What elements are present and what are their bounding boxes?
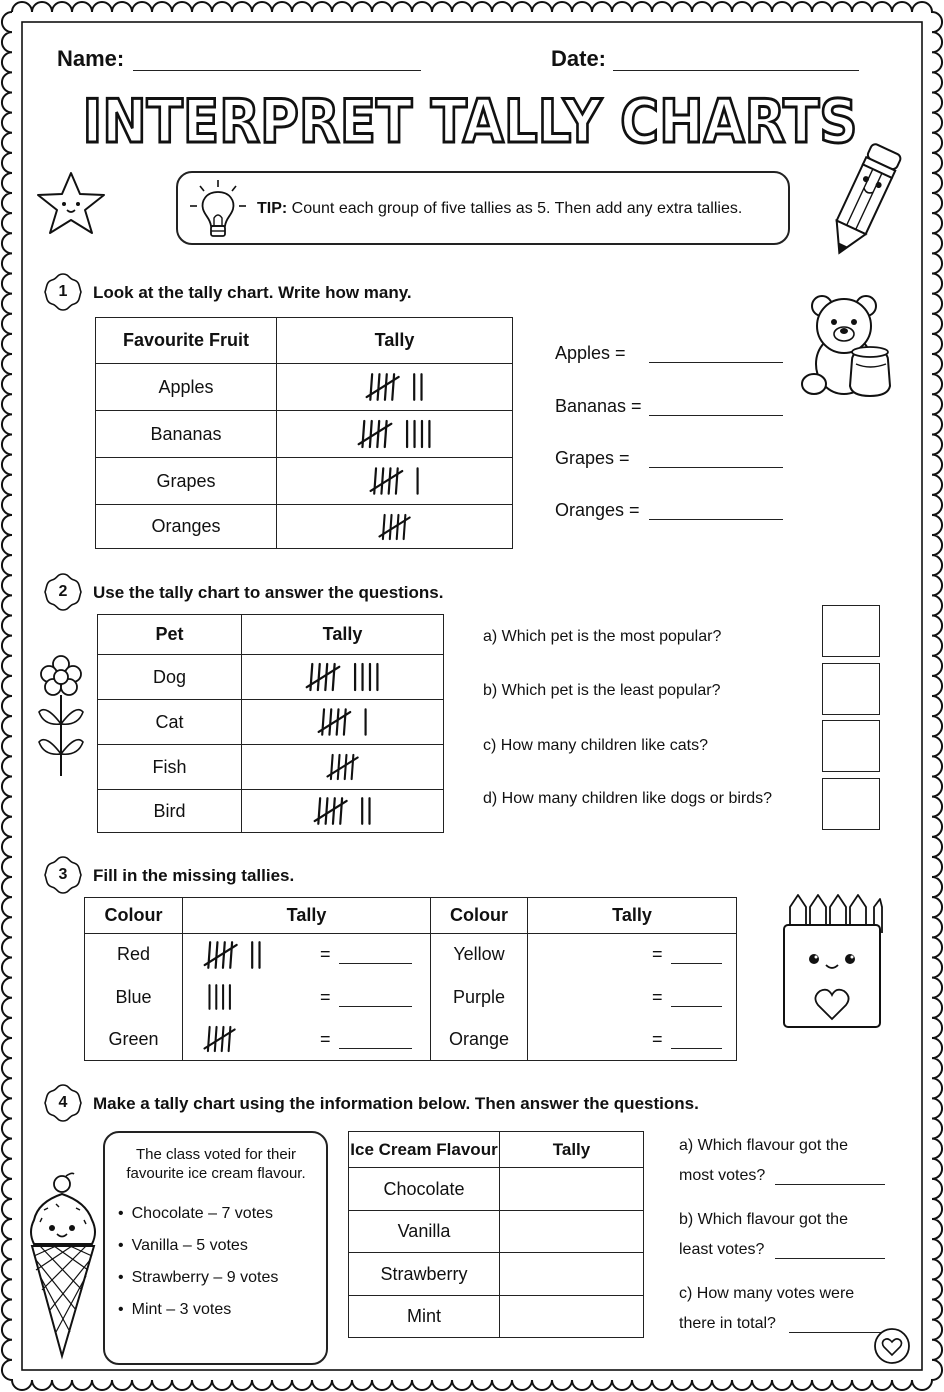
tally-stroke: [370, 374, 372, 400]
tally-marks: [311, 794, 375, 828]
tally-stroke: [389, 514, 391, 538]
tally-stroke: [374, 468, 376, 493]
tally-stroke: [384, 374, 386, 400]
q1-row-label: Oranges: [96, 505, 277, 549]
date-label: Date:: [551, 46, 607, 71]
ice-cream-icon: [26, 1172, 102, 1360]
q2-answer-box[interactable]: [822, 663, 880, 715]
tally-stroke: [208, 942, 210, 968]
tally-stroke: [230, 942, 232, 968]
flower-icon: [36, 654, 86, 778]
tally-stroke: [318, 798, 320, 824]
tally-stroke: [329, 709, 331, 734]
tip-label: TIP:: [257, 200, 288, 217]
q1-tally-table: [95, 317, 513, 549]
vote-item: • Strawberry – 9 votes: [118, 1267, 278, 1299]
q2-number-wrap: [43, 572, 83, 612]
page-title: [70, 86, 870, 156]
q4-number-wrap: [43, 1083, 83, 1123]
q1-answer-field[interactable]: [649, 415, 783, 416]
tip-body: Count each group of five tallies as 5. Then add any extra tallies.: [291, 200, 743, 217]
q4-row-label: Strawberry: [349, 1253, 500, 1296]
tally-stroke: [336, 709, 338, 734]
tally-stroke: [377, 374, 379, 400]
equals-sign: =: [652, 1029, 663, 1049]
q3-tally-table: [84, 897, 737, 1061]
equals-sign: =: [320, 987, 331, 1007]
q3-header-colour: Colour: [431, 898, 528, 934]
q2-answer-box[interactable]: [822, 720, 880, 772]
q3-answer-field[interactable]: [339, 1048, 412, 1049]
q4-question-line: a) Which flavour got the: [679, 1137, 848, 1154]
q3-number-wrap: [43, 855, 83, 895]
tally-marks: [201, 938, 265, 972]
q1-header-fruit: Favourite Fruit: [96, 318, 277, 364]
equals-sign: =: [652, 944, 663, 964]
tally-stroke: [395, 468, 397, 493]
q2-question: d) How many children like dogs or birds?: [483, 790, 773, 807]
q4-instruction: Make a tally chart using the information below. Then answer the questions.: [93, 1094, 699, 1113]
tally-stroke: [403, 514, 405, 538]
q1-instruction: Look at the tally chart. Write how many.: [93, 283, 412, 302]
q1-row-label: Apples: [96, 364, 277, 411]
q3-header-tally: Tally: [528, 898, 737, 934]
q1-answer-field[interactable]: [649, 467, 783, 468]
q1-answer-field[interactable]: [649, 362, 783, 363]
q4-question-line: there in total?: [679, 1315, 776, 1332]
tally-stroke: [340, 798, 342, 824]
q4-row-label: Vanilla: [349, 1211, 500, 1253]
tally-stroke: [384, 421, 386, 447]
star-icon: [34, 170, 108, 236]
tally-stroke: [310, 664, 312, 690]
q4-answer-field[interactable]: [775, 1184, 885, 1185]
tally-stroke: [362, 421, 364, 447]
tally-stroke: [344, 755, 346, 779]
tally-stroke: [215, 1027, 217, 1051]
q3-empty-tally-cell[interactable]: [528, 976, 737, 1019]
q1-header-tally: Tally: [277, 318, 513, 364]
q3-answer-field[interactable]: [671, 1006, 722, 1007]
tally-stroke: [317, 664, 319, 690]
tally-stroke: [332, 798, 334, 824]
tally-stroke: [322, 709, 324, 734]
q1-answer-label: Apples =: [555, 343, 626, 363]
q3-header-colour: Colour: [85, 898, 183, 934]
q4-question-line: c) How many votes were: [679, 1285, 855, 1302]
q3-row-label: Red: [85, 934, 183, 976]
q3-answer-field[interactable]: [671, 1048, 722, 1049]
tally-stroke: [337, 755, 339, 779]
tally-stroke: [330, 755, 332, 779]
q2-row-label: Cat: [98, 700, 242, 745]
q2-question: b) Which pet is the least popular?: [483, 682, 721, 699]
vote-item: • Mint – 3 votes: [118, 1299, 278, 1331]
q2-answer-box[interactable]: [822, 778, 880, 830]
lightbulb-icon: [188, 178, 248, 244]
pencil-icon: [822, 140, 904, 264]
tally-marks: [367, 464, 423, 498]
tally-stroke: [381, 468, 383, 493]
q4-row-label: Chocolate: [349, 1168, 500, 1211]
page-title-text: INTERPRET TALLY CHARTS: [82, 87, 858, 157]
q4-empty-tally-cell[interactable]: [500, 1168, 644, 1211]
date-field[interactable]: [613, 70, 859, 71]
tally-marks: [315, 705, 371, 739]
q4-empty-tally-cell[interactable]: [500, 1296, 644, 1338]
q2-answer-box[interactable]: [822, 605, 880, 657]
q1-answer-label: Bananas =: [555, 396, 642, 416]
q2-instruction: Use the tally chart to answer the questions.: [93, 583, 444, 602]
tally-stroke: [377, 421, 379, 447]
q2-question: c) How many children like cats?: [483, 737, 708, 754]
equals-sign: =: [652, 987, 663, 1007]
q3-answer-field[interactable]: [339, 963, 412, 964]
q2-header-pet: Pet: [98, 615, 242, 655]
q3-answer-field[interactable]: [339, 1006, 412, 1007]
q1-number-wrap: [43, 272, 83, 312]
equals-sign: =: [320, 944, 331, 964]
tally-marks: [201, 1022, 239, 1056]
name-label: Name:: [57, 46, 125, 71]
q3-answer-field[interactable]: [671, 963, 722, 964]
q4-question: [679, 1131, 848, 1191]
q4-question: [679, 1279, 854, 1339]
q4-tally-table: [348, 1131, 644, 1338]
q3-number: 3: [58, 866, 68, 883]
tally-stroke: [382, 514, 384, 538]
q1-number: 1: [58, 283, 68, 300]
tally-stroke: [325, 664, 327, 690]
name-field[interactable]: [133, 70, 421, 71]
q1-answer-label: Oranges =: [555, 500, 640, 520]
tally-stroke: [351, 755, 353, 779]
q2-number: 2: [58, 583, 68, 600]
tally-stroke: [396, 514, 398, 538]
vote-item: • Vanilla – 5 votes: [118, 1235, 278, 1267]
q4-header-flavour: Ice Cream Flavour: [349, 1132, 500, 1168]
q4-answer-field[interactable]: [775, 1258, 885, 1259]
tally-stroke: [222, 1027, 224, 1051]
q2-header-tally: Tally: [242, 615, 444, 655]
q3-empty-tally-cell[interactable]: [528, 934, 737, 976]
q2-row-label: Dog: [98, 655, 242, 700]
q3-row-label: Blue: [85, 976, 183, 1019]
tally-marks: [355, 417, 435, 451]
q1-row-label: Grapes: [96, 458, 277, 505]
q1-answer-label: Grapes =: [555, 448, 630, 468]
tip-text: [257, 200, 742, 218]
q4-question-line: least votes?: [679, 1241, 765, 1258]
q3-empty-tally-cell[interactable]: [528, 1019, 737, 1061]
tally-stroke: [208, 1027, 210, 1051]
tally-marks: [363, 370, 427, 404]
tally-stroke: [229, 1027, 231, 1051]
vote-item: • Chocolate – 7 votes: [118, 1203, 278, 1235]
q4-header-tally: Tally: [500, 1132, 644, 1168]
q3-instruction: Fill in the missing tallies.: [93, 866, 295, 885]
q3-row-label: Orange: [431, 1019, 528, 1061]
tally-stroke: [392, 374, 394, 400]
heart-icon: [872, 1326, 912, 1366]
q3-header-tally: Tally: [183, 898, 431, 934]
tally-stroke: [332, 664, 334, 690]
q4-empty-tally-cell[interactable]: [500, 1253, 644, 1296]
tally-marks: [201, 980, 235, 1014]
q2-question: a) Which pet is the most popular?: [483, 628, 722, 645]
q2-tally-table: [97, 614, 444, 833]
q4-question-line: b) Which flavour got the: [679, 1211, 848, 1228]
q3-row-label: Green: [85, 1019, 183, 1061]
q1-row-label: Bananas: [96, 411, 277, 458]
q3-row-label: Purple: [431, 976, 528, 1019]
q3-row-label: Yellow: [431, 934, 528, 976]
q4-row-label: Mint: [349, 1296, 500, 1338]
q4-answer-field[interactable]: [789, 1332, 881, 1333]
q4-question-line: most votes?: [679, 1167, 766, 1184]
tally-marks: [303, 660, 383, 694]
q4-number: 4: [58, 1094, 68, 1111]
q1-answer-field[interactable]: [649, 519, 783, 520]
tally-stroke: [223, 942, 225, 968]
tally-stroke: [325, 798, 327, 824]
tally-stroke: [343, 709, 345, 734]
q2-row-label: Fish: [98, 745, 242, 790]
tally-stroke: [369, 421, 371, 447]
q4-question: [679, 1205, 848, 1265]
q2-row-label: Bird: [98, 790, 242, 833]
tally-stroke: [388, 468, 390, 493]
teddy-bear-icon: [800, 290, 900, 402]
tally-marks: [376, 510, 414, 544]
vote-intro: The class voted for their favourite ice cream flavour.: [126, 1146, 306, 1182]
equals-sign: =: [320, 1029, 331, 1049]
tally-stroke: [216, 942, 218, 968]
crayon-box-icon: [780, 893, 884, 1029]
q4-empty-tally-cell[interactable]: [500, 1211, 644, 1253]
vote-list: [118, 1203, 278, 1331]
tally-marks: [324, 750, 362, 784]
